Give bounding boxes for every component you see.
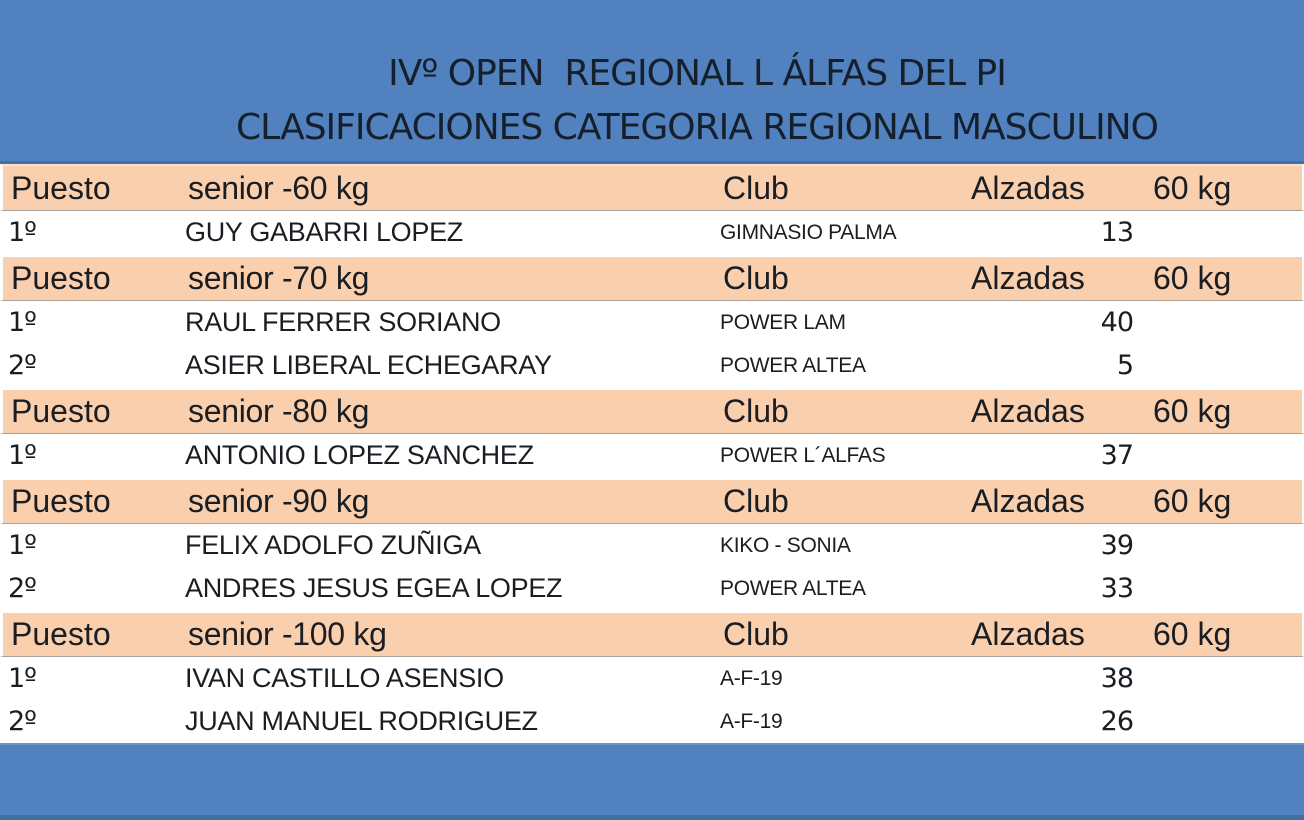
club-header-cell: Club — [723, 169, 789, 206]
section-header-row — [0, 477, 1304, 524]
result-row — [0, 567, 1304, 610]
club-cell: A-F-19 — [720, 666, 783, 690]
rank-header-cell: Puesto — [11, 260, 111, 296]
club-header-cell: Club — [723, 260, 789, 296]
category-header-cell: senior -60 kg — [188, 169, 370, 206]
athlete-name-cell: GUY GABARRI LOPEZ — [185, 217, 463, 247]
title-line-1: IVº OPEN REGIONAL L ÁLFAS DEL PI — [388, 53, 1006, 94]
alzadas-header-cell: Alzadas — [971, 260, 1085, 296]
athlete-name-cell: FELIX ADOLFO ZUÑIGA — [185, 530, 481, 560]
footer-banner — [0, 743, 1304, 820]
alzadas-header-cell: Alzadas — [971, 393, 1085, 429]
athlete-name-cell: ASIER LIBERAL ECHEGARAY — [185, 350, 552, 380]
club-cell: POWER ALTEA — [720, 576, 866, 600]
alzadas-value-cell: 37 — [1100, 440, 1133, 471]
alzadas-value-cell: 40 — [1100, 307, 1133, 338]
weight-class-section — [0, 477, 1304, 610]
weight-class-section — [0, 164, 1304, 254]
category-header-cell: senior -100 kg — [188, 616, 387, 652]
club-header-cell: Club — [723, 616, 789, 652]
weight-header-cell: 60 kg — [1153, 483, 1232, 519]
club-cell: KIKO - SONIA — [720, 533, 851, 557]
athlete-name-cell: RAUL FERRER SORIANO — [185, 307, 501, 337]
weight-header-cell: 60 kg — [1153, 393, 1232, 429]
title-banner — [0, 0, 1304, 164]
rank-header-cell: Puesto — [11, 483, 111, 519]
athlete-name-cell: JUAN MANUEL RODRIGUEZ — [185, 706, 538, 736]
weight-header-cell: 60 kg — [1153, 169, 1232, 206]
weight-class-section — [0, 610, 1304, 743]
result-row — [0, 524, 1304, 567]
alzadas-value-cell: 5 — [1116, 350, 1133, 381]
section-header-row — [0, 387, 1304, 434]
weight-header-cell: 60 kg — [1153, 616, 1232, 652]
result-row — [0, 301, 1304, 344]
alzadas-header-cell: Alzadas — [971, 616, 1085, 652]
rank-cell: 2º — [8, 573, 36, 604]
category-header-cell: senior -70 kg — [188, 260, 370, 296]
club-cell: POWER ALTEA — [720, 353, 866, 377]
result-row — [0, 211, 1304, 254]
rank-cell: 1º — [8, 440, 36, 471]
weight-class-section — [0, 387, 1304, 477]
alzadas-header-cell: Alzadas — [971, 483, 1085, 519]
result-row — [0, 700, 1304, 743]
result-row — [0, 344, 1304, 387]
alzadas-value-cell: 38 — [1100, 663, 1133, 694]
rank-header-cell: Puesto — [11, 393, 111, 429]
alzadas-header-cell: Alzadas — [971, 169, 1085, 206]
section-header-row — [0, 610, 1304, 657]
alzadas-value-cell: 39 — [1100, 530, 1133, 561]
alzadas-value-cell: 13 — [1100, 217, 1133, 248]
alzadas-value-cell: 33 — [1100, 573, 1133, 604]
rank-cell: 1º — [8, 530, 36, 561]
weight-header-cell: 60 kg — [1153, 260, 1232, 296]
rank-cell: 2º — [8, 706, 36, 737]
rank-cell: 1º — [8, 663, 36, 694]
athlete-name-cell: ANTONIO LOPEZ SANCHEZ — [185, 440, 534, 470]
club-cell: POWER LAM — [720, 310, 846, 334]
club-cell: A-F-19 — [720, 709, 783, 733]
category-header-cell: senior -90 kg — [188, 483, 370, 519]
rank-cell: 1º — [8, 217, 36, 248]
athlete-name-cell: ANDRES JESUS EGEA LOPEZ — [185, 573, 563, 603]
result-row — [0, 434, 1304, 477]
alzadas-value-cell: 26 — [1100, 706, 1133, 737]
category-header-cell: senior -80 kg — [188, 393, 370, 429]
section-header-row — [0, 254, 1304, 301]
rank-header-cell: Puesto — [11, 169, 111, 206]
section-header-row — [0, 164, 1304, 211]
result-row — [0, 657, 1304, 700]
weight-class-section — [0, 254, 1304, 387]
club-cell: GIMNASIO PALMA — [720, 220, 897, 244]
club-cell: POWER L´ALFAS — [720, 443, 886, 467]
title-line-2: CLASIFICACIONES CATEGORIA REGIONAL MASCULINO — [236, 107, 1158, 148]
club-header-cell: Club — [723, 483, 789, 519]
rank-cell: 1º — [8, 307, 36, 338]
rank-header-cell: Puesto — [11, 616, 111, 652]
rank-cell: 2º — [8, 350, 36, 381]
results-table — [0, 164, 1304, 743]
club-header-cell: Club — [723, 393, 789, 429]
athlete-name-cell: IVAN CASTILLO ASENSIO — [185, 663, 504, 693]
